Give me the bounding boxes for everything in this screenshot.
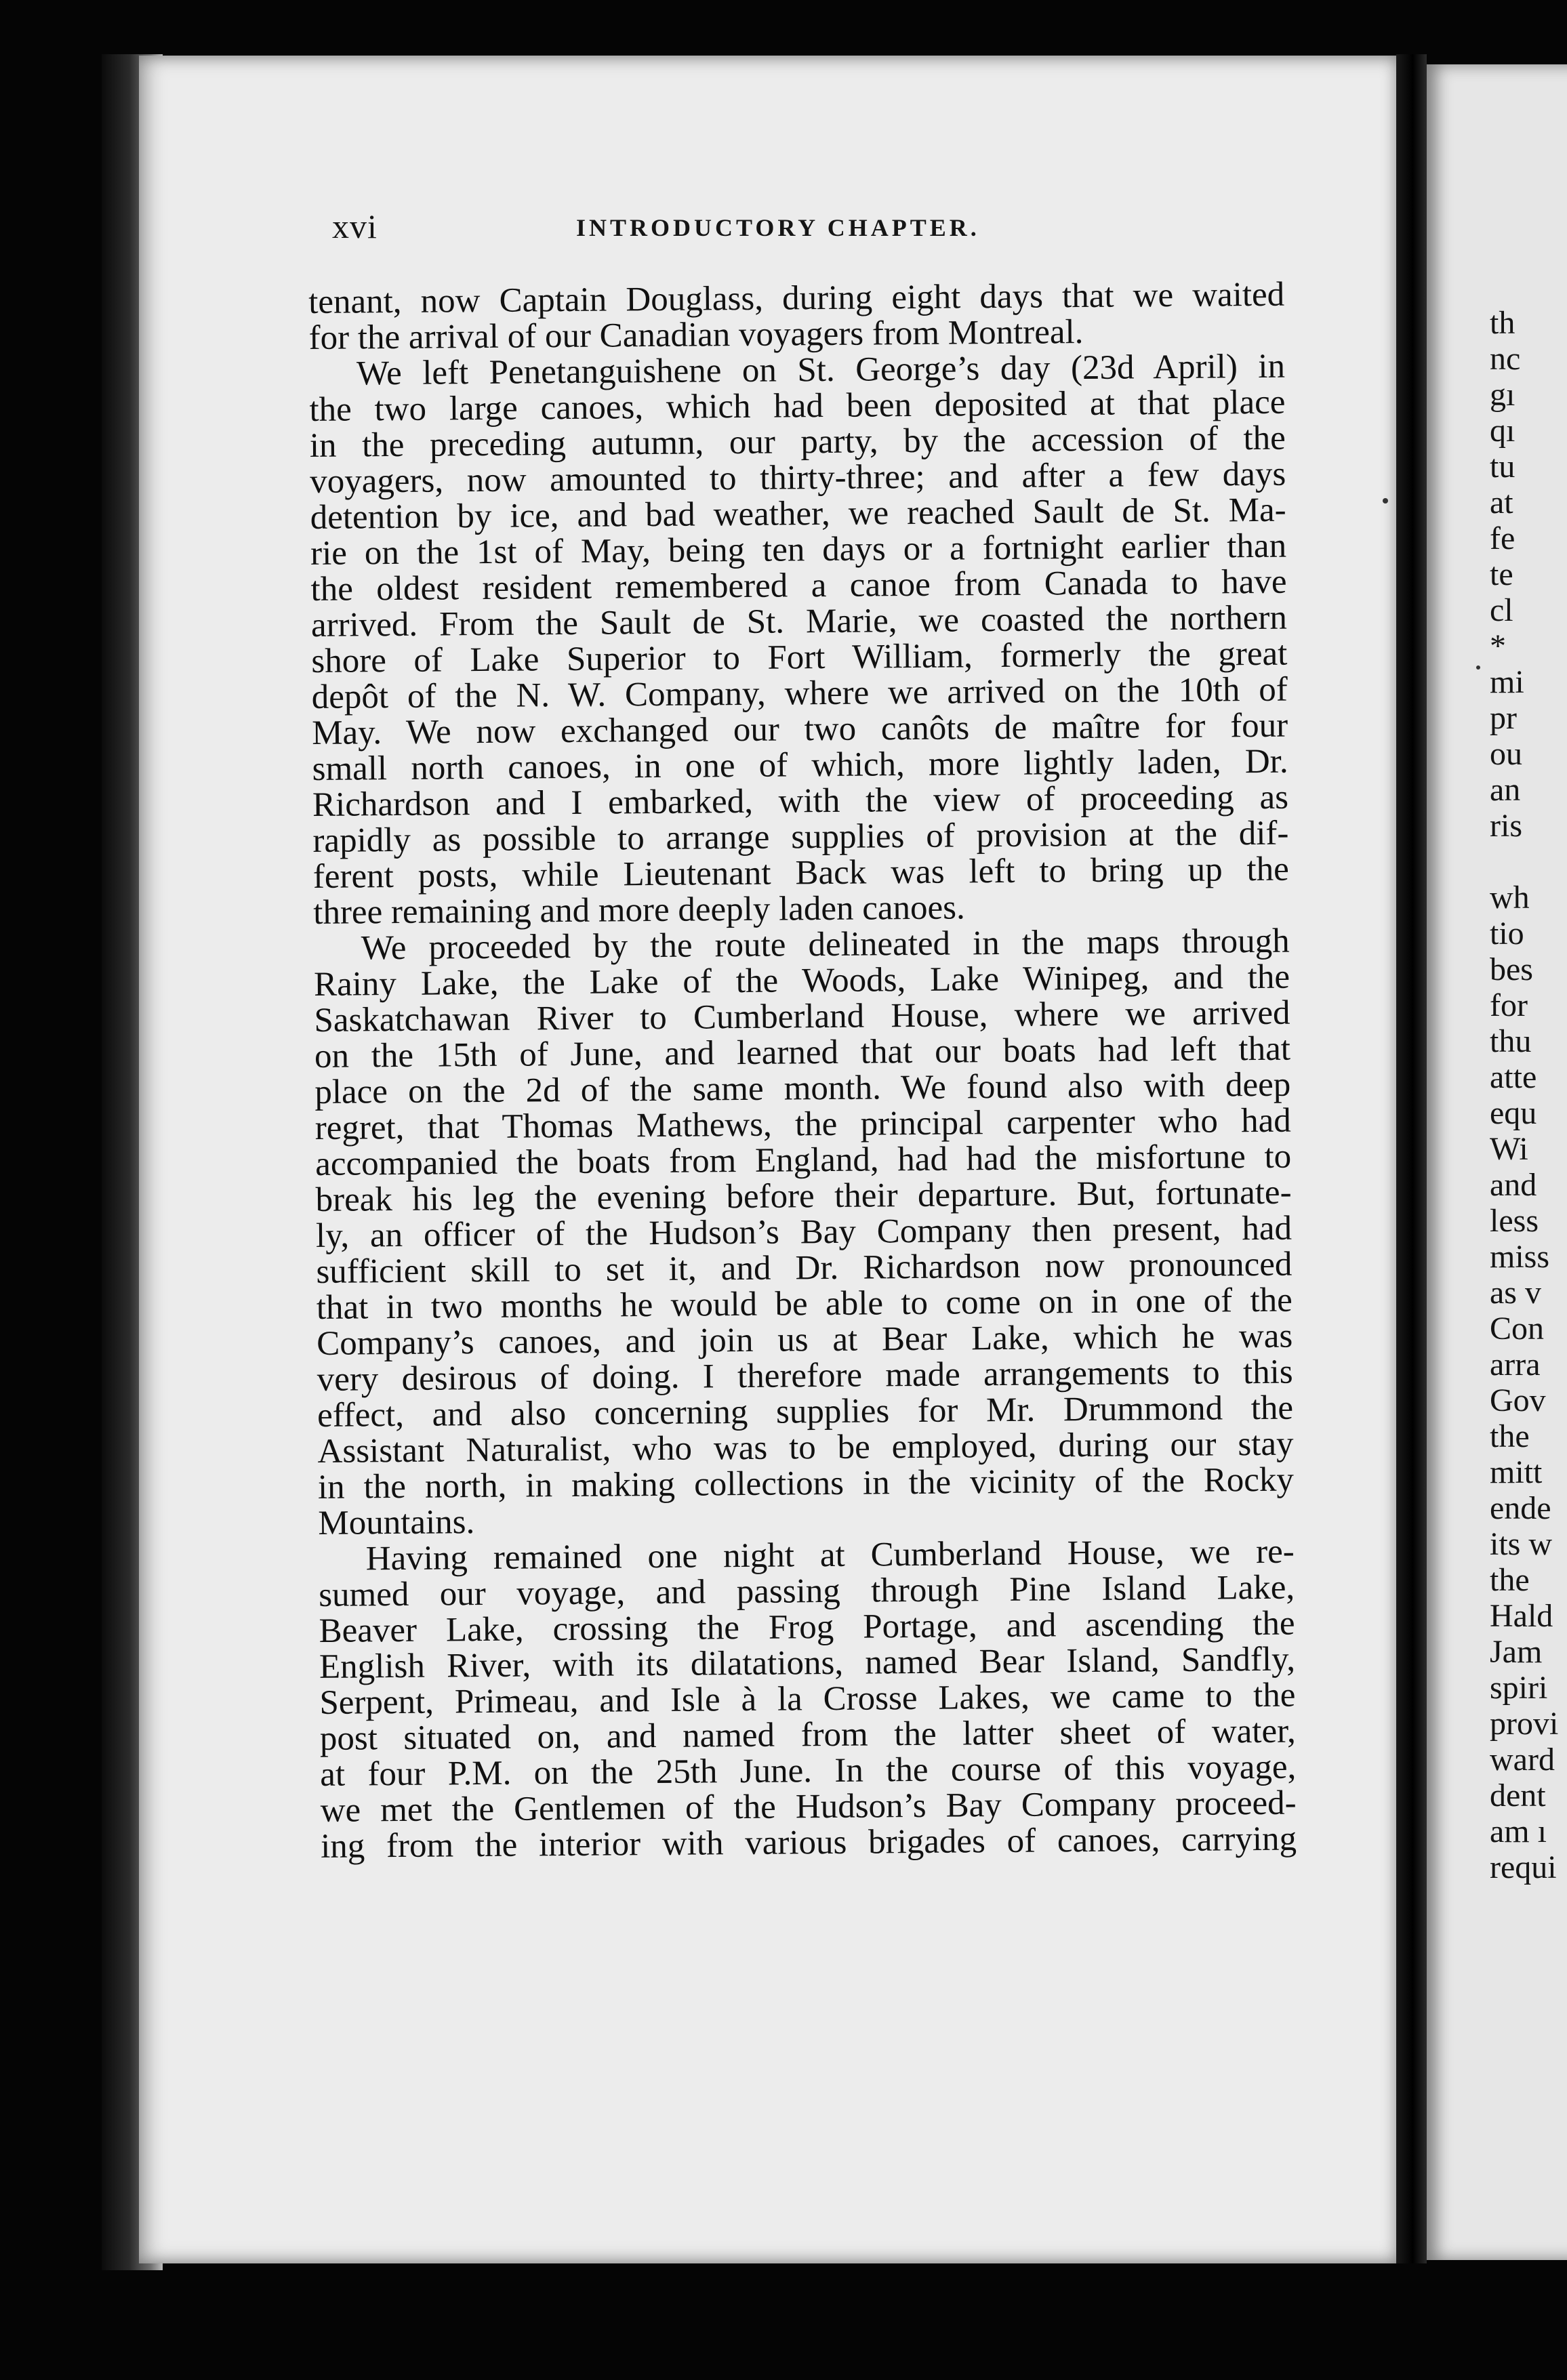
ink-speck: [1383, 498, 1388, 504]
text-line: We proceeded by the route delineated in the maps through: [361, 922, 1290, 968]
text-line: post situated on, and named from the latter sheet of water,: [319, 1712, 1297, 1758]
text-line: Saskatchawan River to Cumberland House, where we arrived: [314, 993, 1290, 1040]
text-line: the two large canoes, which had been deposited at that place: [309, 383, 1286, 429]
text-line: arrived. From the Sault de St. Marie, we coasted the northern: [310, 598, 1288, 644]
text-line: on the 15th of June, and learned that our boats had left that: [314, 1029, 1291, 1075]
facing-page-line: ou: [1490, 736, 1522, 772]
facing-page-line: ris: [1490, 808, 1522, 844]
facing-page-line: pr: [1490, 700, 1517, 736]
facing-page-line: th: [1490, 305, 1515, 341]
facing-page-line: Jam: [1490, 1634, 1543, 1670]
facing-page-line: Gov: [1490, 1382, 1546, 1418]
text-line: for the arrival of our Canadian voyagers from Montreal.: [308, 313, 1084, 357]
text-line: Beaver Lake, crossing the Frog Portage, and ascending the: [319, 1604, 1295, 1650]
facing-page-line: ende: [1490, 1490, 1551, 1526]
facing-page-line: [1490, 844, 1564, 880]
facing-page-line: Hald: [1490, 1598, 1553, 1634]
running-title: INTRODUCTORY CHAPTER.: [576, 214, 980, 241]
text-line: We left Penetanguishene on St. George’s day (23d April) in: [356, 347, 1286, 393]
facing-page-line: Con: [1490, 1311, 1545, 1347]
facing-page-line: am ı: [1490, 1813, 1547, 1849]
facing-page-line: the: [1490, 1418, 1530, 1454]
text-line: English River, with its dilatations, named Bear Island, Sandfly,: [319, 1640, 1296, 1686]
text-line: Richardson and I embarked, with the view of proceeding as: [312, 778, 1289, 824]
facing-page-line: tu: [1490, 449, 1515, 485]
text-line: effect, and also concerning supplies for Mr. Drummond the: [317, 1389, 1294, 1435]
text-line: that in two months he would be able to come on in one of the: [316, 1281, 1293, 1327]
facing-page-line: bes: [1490, 951, 1533, 987]
facing-page-line: mitt: [1490, 1454, 1543, 1490]
text-line: we met the Gentlemen of the Hudson’s Bay Company proceed-: [320, 1784, 1297, 1830]
text-line: Rainy Lake, the Lake of the Woods, Lake Winipeg, and the: [313, 958, 1290, 1004]
text-line: regret, that Thomas Mathews, the principal carpenter who had: [314, 1101, 1291, 1147]
text-line: Mountains.: [318, 1503, 475, 1542]
text-line: place on the 2d of the same month. We found also with deep: [314, 1065, 1291, 1111]
facing-page-line: equ: [1490, 1095, 1537, 1131]
text-line: tenant, now Captain Douglass, during eight days that we waited: [308, 275, 1285, 321]
facing-page-line: cl: [1490, 592, 1513, 628]
text-line: accompanied the boats from England, had had the misfortune to: [314, 1137, 1292, 1183]
text-line: rapidly as possible to arrange supplies of provision at the dif-: [312, 814, 1289, 860]
text-line: Having remained one night at Cumberland House, we re-: [365, 1532, 1295, 1578]
facing-page-line: fe: [1490, 520, 1515, 556]
facing-page-line: arra: [1490, 1347, 1541, 1382]
facing-page-line: qı: [1490, 413, 1515, 449]
text-line: Serpent, Primeau, and Isle à la Crosse Lakes, we came to the: [319, 1676, 1296, 1722]
text-line: in the preceding autumn, our party, by the accession of the: [309, 419, 1286, 465]
text-line: break his leg the evening before their departure. But, fortunate-: [315, 1173, 1292, 1219]
book-gutter: [1396, 54, 1427, 2263]
facing-page-line: gı: [1490, 377, 1515, 413]
text-line: Company’s canoes, and join us at Bear Lake, which he was: [317, 1317, 1293, 1363]
text-line: shore of Lake Superior to Fort William, formerly the great: [311, 634, 1288, 680]
facing-page-line: nc: [1490, 341, 1521, 377]
facing-page-line: its w: [1490, 1526, 1553, 1562]
facing-page-line: at: [1490, 485, 1513, 520]
facing-page-line: dent: [1490, 1778, 1546, 1813]
text-line: May. We now exchanged our two canôts de maître for four: [311, 706, 1288, 752]
facing-page-line: and: [1490, 1167, 1537, 1203]
text-line: in the north, in making collections in the vicinity of the Rocky: [317, 1460, 1295, 1506]
facing-page-line: ward: [1490, 1742, 1555, 1778]
body-text: [308, 277, 1297, 1865]
text-line: detention by ice, and bad weather, we reached Sault de St. Ma-: [310, 491, 1286, 537]
facing-page-line: the: [1490, 1562, 1530, 1598]
text-line: sumed our voyage, and passing through Pine Island Lake,: [318, 1568, 1295, 1614]
facing-page-line: as v: [1490, 1275, 1541, 1311]
text-line: rie on the 1st of May, being ten days or a fortnight earlier than: [310, 527, 1287, 573]
facing-page-line: thu: [1490, 1023, 1532, 1059]
text-line: very desirous of doing. I therefore made arrangements to this: [317, 1353, 1293, 1399]
text-line: at four P.M. on the 25th June. In the course of this voyage,: [320, 1748, 1297, 1794]
facing-page-line: less: [1490, 1203, 1539, 1239]
facing-page-line: atte: [1490, 1059, 1537, 1095]
facing-page-line: Wi: [1490, 1131, 1528, 1167]
facing-page-line: requi: [1490, 1849, 1557, 1885]
facing-page-line: tio: [1490, 916, 1524, 951]
facing-page-line: mi: [1490, 664, 1524, 700]
text-line: depôt of the N. W. Company, where we arrived on the 10th of: [311, 670, 1288, 716]
page-number: xvi: [332, 207, 378, 245]
ink-speck: [1476, 665, 1480, 670]
facing-page-line: miss: [1490, 1239, 1550, 1275]
text-line: voyagers, now amounted to thirty-three; and after a few days: [310, 455, 1286, 501]
text-line: sufficient skill to set it, and Dr. Richardson now pronounced: [316, 1245, 1293, 1291]
text-line: ly, an officer of the Hudson’s Bay Company then present, had: [315, 1209, 1293, 1255]
facing-page-line: an: [1490, 772, 1521, 808]
facing-page-line: wh: [1490, 880, 1530, 916]
text-line: Assistant Naturalist, who was to be employed, during our stay: [317, 1424, 1294, 1471]
text-line: small north canoes, in one of which, more lightly laden, Dr.: [312, 742, 1288, 788]
facing-page-line: for: [1490, 987, 1528, 1023]
text-line: ing from the interior with various brigades of canoes, carrying: [320, 1820, 1297, 1866]
text-line: the oldest resident remembered a canoe from Canada to have: [310, 562, 1287, 609]
facing-page-line: provi: [1490, 1706, 1559, 1742]
facing-page-line: *: [1490, 628, 1506, 664]
facing-page-line: te: [1490, 556, 1513, 592]
text-line: three remaining and more deeply laden canoes.: [313, 888, 965, 932]
text-line: ferent posts, while Lieutenant Back was left to bring up the: [312, 850, 1290, 896]
page-header: [332, 207, 1295, 254]
facing-page-line: spiri: [1490, 1670, 1548, 1706]
facing-page-text: [1490, 305, 1564, 1885]
